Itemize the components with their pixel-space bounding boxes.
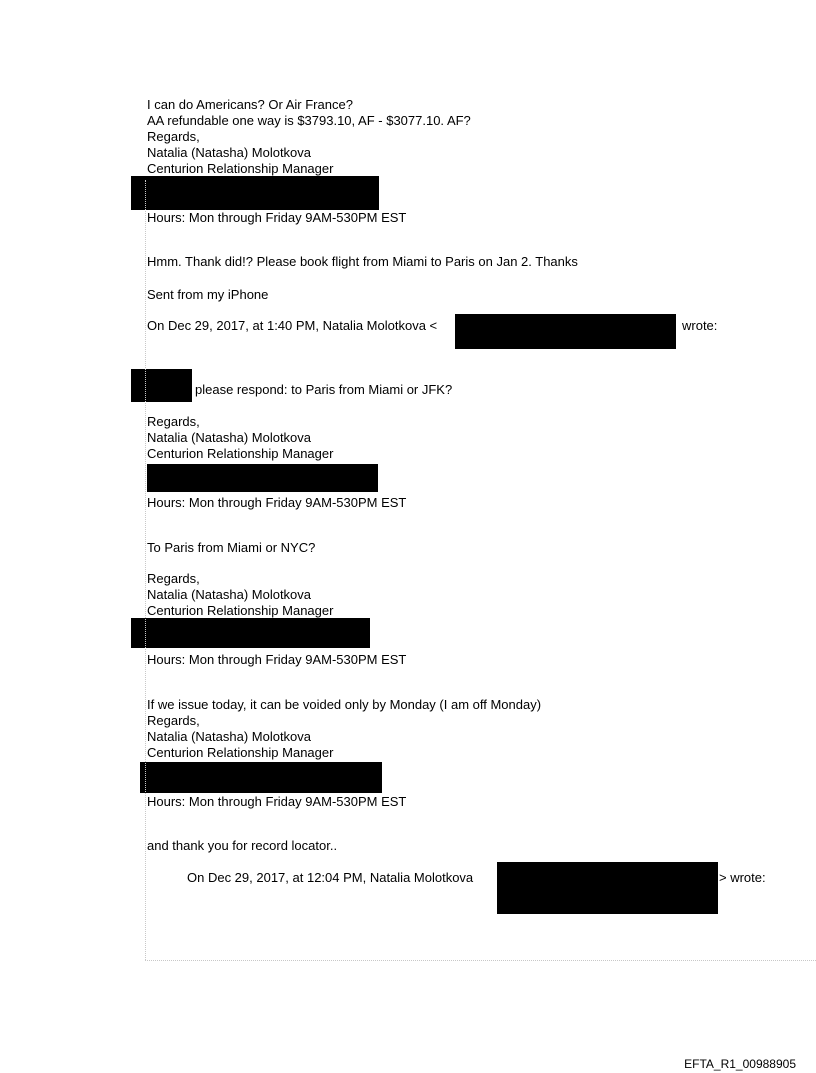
redaction-box <box>131 176 379 210</box>
message-line: I can do Americans? Or Air France? <box>147 97 353 112</box>
document-id: EFTA_R1_00988905 <box>684 1057 796 1071</box>
message-line: and thank you for record locator.. <box>147 838 338 853</box>
signature-title: Centurion Relationship Manager <box>147 603 334 618</box>
signature-regards: Regards, <box>147 713 200 728</box>
redaction-box <box>147 464 378 492</box>
signature-title: Centurion Relationship Manager <box>147 446 334 461</box>
signature-regards: Regards, <box>147 571 200 586</box>
signature-name: Natalia (Natasha) Molotkova <box>147 729 312 744</box>
quote-header-suffix: > wrote: <box>719 870 766 885</box>
signature-title: Centurion Relationship Manager <box>147 745 334 760</box>
signature-regards: Regards, <box>147 129 200 144</box>
signature-name: Natalia (Natasha) Molotkova <box>147 430 312 445</box>
redaction-box <box>131 618 370 648</box>
message-line: please respond: to Paris from Miami or JFK? <box>195 382 453 397</box>
redaction-box <box>131 369 192 402</box>
signature-hours: Hours: Mon through Friday 9AM-530PM EST <box>147 794 407 809</box>
message-line: AA refundable one way is $3793.10, AF - $3077.10. AF? <box>147 113 471 128</box>
signature-regards: Regards, <box>147 414 200 429</box>
signature-hours: Hours: Mon through Friday 9AM-530PM EST <box>147 495 407 510</box>
message-line: To Paris from Miami or NYC? <box>147 540 316 555</box>
quote-frame-bottom <box>145 960 816 961</box>
message-line: If we issue today, it can be voided only by Monday (I am off Monday) <box>147 697 542 712</box>
quote-header: On Dec 29, 2017, at 1:40 PM, Natalia Molotkova < <box>147 318 438 333</box>
signature-title: Centurion Relationship Manager <box>147 161 334 176</box>
signature-name: Natalia (Natasha) Molotkova <box>147 587 312 602</box>
signature-name: Natalia (Natasha) Molotkova <box>147 145 312 160</box>
redaction-box <box>140 762 382 793</box>
signature-hours: Hours: Mon through Friday 9AM-530PM EST <box>147 210 407 225</box>
quote-header: On Dec 29, 2017, at 12:04 PM, Natalia Molotkova <box>187 870 474 885</box>
message-line: Hmm. Thank did!? Please book flight from Miami to Paris on Jan 2. Thanks <box>147 254 578 269</box>
signature-hours: Hours: Mon through Friday 9AM-530PM EST <box>147 652 407 667</box>
mobile-signature: Sent from my iPhone <box>147 287 269 302</box>
quote-header-suffix: wrote: <box>682 318 718 333</box>
redaction-box <box>497 862 718 914</box>
quote-frame-left <box>145 180 146 960</box>
redaction-box <box>455 314 676 349</box>
